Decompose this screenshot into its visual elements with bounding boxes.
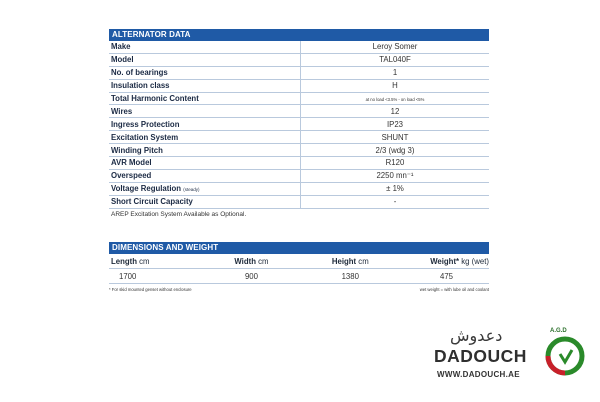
wet-weight-note: wet weight = with lube oil and coolant <box>419 287 489 292</box>
spec-row <box>109 41 489 53</box>
spec-row <box>109 182 489 195</box>
spec-row <box>109 144 489 157</box>
spec-value: Leroy Somer <box>301 41 490 53</box>
value-length: 1700 <box>109 269 200 284</box>
spec-label: No. of bearings <box>109 66 301 79</box>
spec-value: 2250 mn⁻¹ <box>301 169 490 182</box>
spec-label: AVR Model <box>109 157 301 170</box>
spec-label: Model <box>109 53 301 66</box>
value-weight: 475 <box>398 269 489 284</box>
spec-label: Excitation System <box>109 131 301 144</box>
spec-label: Short Circuit Capacity <box>109 195 301 208</box>
alternator-section <box>109 29 489 218</box>
spec-label: Overspeed <box>109 169 301 182</box>
spec-label: Winding Pitch <box>109 144 301 157</box>
value-height: 1380 <box>303 269 398 284</box>
spec-row <box>109 53 489 66</box>
spec-value: 2/3 (wdg 3) <box>301 144 490 157</box>
spec-label: Total Harmonic Content <box>109 92 301 105</box>
spec-row <box>109 118 489 131</box>
spec-row <box>109 195 489 208</box>
spec-row <box>109 92 489 105</box>
logo-name: DADOUCH <box>434 346 527 366</box>
spec-row <box>109 157 489 170</box>
logo-arabic-text: دعدوش <box>450 326 503 345</box>
spec-row <box>109 79 489 92</box>
logo-emblem-icon <box>542 332 588 378</box>
spec-row <box>109 169 489 182</box>
spec-value: R120 <box>301 157 490 170</box>
spec-row <box>109 131 489 144</box>
spec-value: SHUNT <box>301 131 490 144</box>
spec-value: - <box>301 195 490 208</box>
logo-website: WWW.DADOUCH.AE <box>437 370 520 379</box>
spec-row <box>109 66 489 79</box>
value-width: 900 <box>200 269 303 284</box>
dimensions-heading: DIMENSIONS AND WEIGHT <box>109 242 489 254</box>
spec-label: Ingress Protection <box>109 118 301 131</box>
spec-value: at no load <3.5% - on load <5% <box>301 92 490 105</box>
spec-value: 12 <box>301 105 490 118</box>
dimensions-table <box>109 254 489 284</box>
spec-label: Voltage Regulation (steady) <box>109 182 301 195</box>
header-length: Length cm <box>109 254 200 269</box>
dimensions-values-row <box>109 269 489 284</box>
arep-note: AREP Excitation System Available as Optional. <box>111 210 247 218</box>
spec-label: Make <box>109 41 301 53</box>
alternator-table <box>109 41 489 209</box>
dadouch-logo <box>432 326 592 386</box>
spec-label: Wires <box>109 105 301 118</box>
dimensions-notes <box>109 287 489 292</box>
dimensions-section <box>109 242 489 292</box>
spec-value: TAL040F <box>301 53 490 66</box>
spec-value: 1 <box>301 66 490 79</box>
header-height: Height cm <box>303 254 398 269</box>
spec-label: Insulation class <box>109 79 301 92</box>
spec-value: IP23 <box>301 118 490 131</box>
spec-value: ± 1% <box>301 182 490 195</box>
spec-value: H <box>301 79 490 92</box>
skid-note: * For skid mounted genset without enclosure <box>109 287 192 292</box>
alternator-heading: ALTERNATOR DATA <box>109 29 489 41</box>
logo-agd-tag: A.G.D <box>550 328 567 334</box>
header-width: Width cm <box>200 254 303 269</box>
spec-row <box>109 105 489 118</box>
header-weight: Weight* kg (wet) <box>398 254 489 269</box>
dimensions-header-row <box>109 254 489 269</box>
